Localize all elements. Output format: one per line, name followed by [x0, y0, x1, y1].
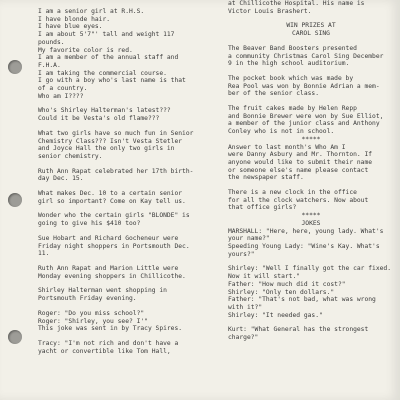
section-divider: *****	[301, 212, 321, 220]
joke-item	[228, 326, 394, 341]
text-line: for all the clock watchers. Now about	[228, 196, 369, 204]
jokes-heading: JOKES	[301, 219, 321, 227]
text-line: Rea Pool was won by Bonnie Adrian a mem-	[228, 82, 380, 90]
text-line: Shirley Halterman went shopping in	[38, 287, 167, 295]
text-line: and Bonnie Brewer were won by Sue Elliot,	[228, 112, 384, 120]
heading-line: WIN PRIZES AT	[286, 22, 336, 30]
gossip-item	[38, 168, 216, 183]
binder-hole	[8, 330, 22, 344]
text-line: Shirley: "Well I finally got the car fixed.	[228, 265, 392, 273]
heading-line: CAROL SING	[292, 30, 330, 38]
text-line: and Joyce Hall the only two girls in	[38, 145, 175, 153]
text-line: There is a new clock in the office	[228, 189, 357, 197]
text-line: Friday night shoppers in Portsmouth Dec.	[38, 242, 190, 250]
text-line: a member of the junior class and Anthony	[228, 120, 380, 128]
left-column	[38, 0, 216, 355]
text-line: Portsmouth Friday evening.	[38, 295, 137, 303]
text-line: Could it be Vesta's old flame???	[38, 115, 160, 123]
text-line: I go with a boy who's last name is that	[38, 77, 186, 85]
gossip-item	[38, 287, 216, 302]
text-line: Shirley: "It needed gas."	[228, 311, 323, 319]
right-column	[228, 0, 394, 342]
text-line: What makes Dec. 10 to a certain senior	[38, 190, 183, 198]
gossip-item	[38, 235, 216, 258]
gossip-item	[38, 130, 216, 161]
text-line: MARSHALL: "Here, here, young lady. What's	[228, 227, 384, 235]
text-line: Roger: "Do you miss school?"	[38, 309, 145, 317]
text-line: the newspaper staff.	[228, 174, 304, 182]
text-line: Who am I????	[38, 92, 84, 100]
text-line: Father: "That's not bad, what was wrong	[228, 296, 376, 304]
text-line: anyone would like to submit their name	[228, 158, 373, 166]
text-line: The pocket book which was made by	[228, 74, 354, 82]
text-line: I have blue eyes.	[38, 23, 103, 31]
text-line: Shirley: "Only ten dollars."	[228, 288, 335, 296]
joke-item	[38, 340, 216, 355]
text-line: 11.	[38, 250, 50, 258]
text-line: Father: "How much did it cost?"	[228, 280, 346, 288]
text-line: girl so important? Come on Kay tell us.	[38, 197, 186, 205]
text-line: My favorite color is red.	[38, 46, 133, 54]
text-line: Monday evening shoppers in Chillicothe.	[38, 272, 186, 280]
joke-item	[228, 265, 394, 319]
text-line: I have blonde hair.	[38, 15, 111, 23]
gossip-item	[38, 107, 216, 122]
text-line: were Danny Asbury and Mr. Thornton. If	[228, 151, 373, 159]
text-line: that office girls?	[228, 204, 297, 212]
paragraph	[228, 105, 394, 136]
text-line: Tracy: "I'm not rich and don't have a	[38, 339, 179, 347]
text-line: Kurt: "What General has the strongest	[228, 326, 369, 334]
section-heading	[228, 22, 394, 37]
who-am-i-block	[38, 8, 216, 100]
text-line: I am taking the commercial course.	[38, 69, 167, 77]
section-divider: *****	[301, 135, 321, 143]
text-line: yacht or convertible like Tom Hall,	[38, 347, 171, 355]
text-line: pounds.	[38, 38, 65, 46]
birth-announcement	[228, 0, 394, 15]
text-line: Ruth Ann Rapat and Marion Little were	[38, 264, 179, 272]
gossip-item	[38, 265, 216, 280]
text-line: day Dec. 15.	[38, 175, 84, 183]
joke-item	[38, 310, 216, 333]
text-line: Answer to last month's Who Am I	[228, 143, 346, 151]
text-line: I am a senior girl at R.H.S.	[38, 8, 145, 15]
text-line: yours?"	[228, 250, 255, 258]
text-line: Conley who is not in school.	[228, 128, 335, 136]
text-line: going to give his $410 too?	[38, 220, 141, 228]
text-line: with it?"	[228, 303, 263, 311]
text-line: Wonder who the certain girls "BLONDE" is	[38, 212, 190, 220]
gossip-item	[38, 190, 216, 205]
paragraph	[228, 189, 394, 212]
text-line: ber of the senior class.	[228, 90, 319, 98]
text-line: Ruth Ann Rapat celebrated her 17th birth-	[38, 167, 194, 175]
text-line: Roger: "Shirley, you see? I'"	[38, 317, 148, 325]
paragraph	[228, 45, 394, 68]
text-line: at Chillicothe Hospital. His name is	[228, 0, 365, 7]
paragraph	[228, 144, 394, 183]
text-line: or someone else's name please contact	[228, 166, 369, 174]
text-line: Now it will start."	[228, 273, 301, 281]
text-line: Who's Shirley Halterman's latest???	[38, 107, 171, 115]
text-line: charge?"	[228, 334, 259, 342]
text-line: a community Christmas Carol Sing December	[228, 52, 384, 60]
text-line: Speeding Young Lady: "Wine's Kay. What's	[228, 242, 380, 250]
text-line: This joke was sent in by Tracy Spires.	[38, 325, 183, 333]
paragraph	[228, 75, 394, 98]
text-line: The fruit cakes made by Helen Repp	[228, 105, 357, 113]
gossip-item	[38, 212, 216, 227]
text-line: I am about 5'7"' tall and weight 117	[38, 31, 175, 39]
text-line: I am a member of the annual staff and	[38, 54, 179, 62]
text-line: 9 in the high school auditorium.	[228, 60, 350, 68]
text-line: Chemistry Class??? Isn't Vesta Stetler	[38, 137, 183, 145]
text-line: senior chemistry.	[38, 152, 103, 160]
text-line: Sue Hobart and Richard Gocheneur were	[38, 234, 179, 242]
binder-hole	[8, 193, 22, 207]
text-line: F.H.A.	[38, 61, 61, 69]
binder-hole	[8, 60, 22, 74]
text-line: Victor Louis Brashert.	[228, 7, 312, 15]
text-line: The Beaver Band Boosters presented	[228, 44, 357, 52]
joke-item	[228, 228, 394, 259]
text-line: your name?"	[228, 235, 270, 243]
text-line: of a country.	[38, 85, 88, 93]
text-line: What two girls have so much fun in Senior	[38, 129, 194, 137]
